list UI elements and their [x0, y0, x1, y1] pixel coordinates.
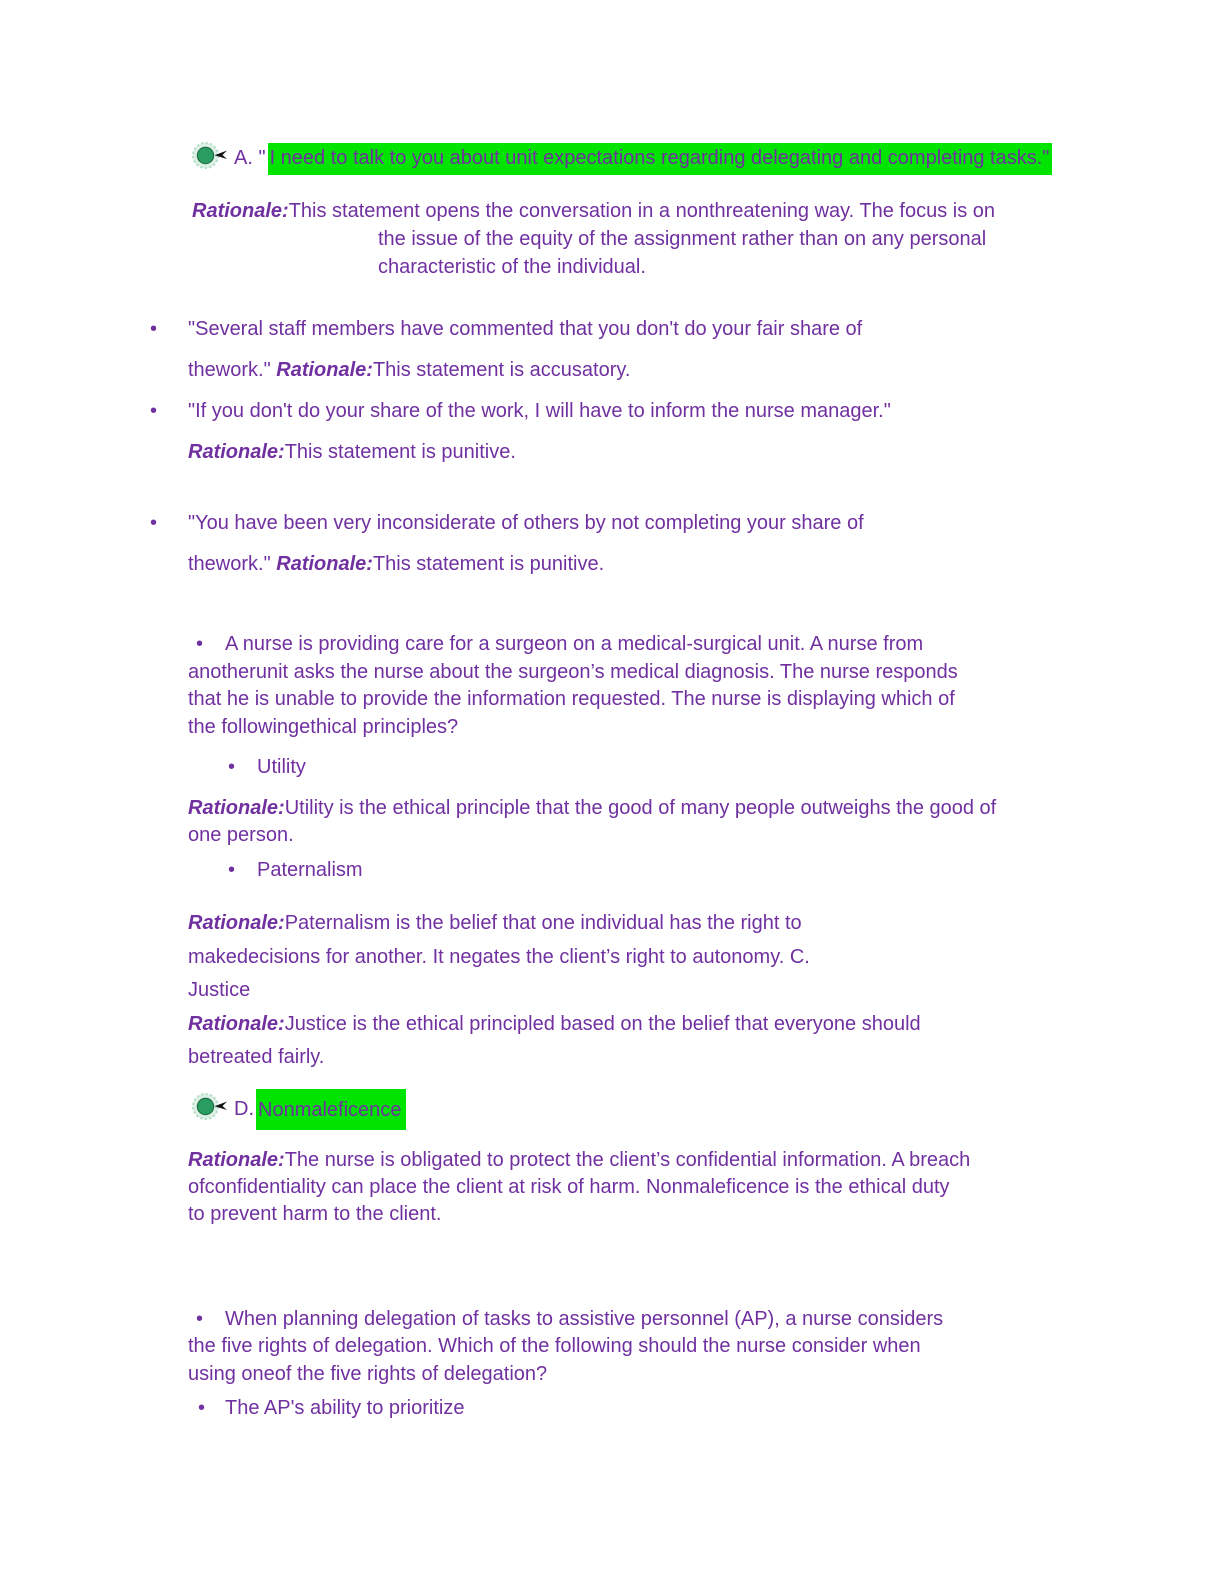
- rationale-utility-line1: [188, 795, 1224, 822]
- rationale-paternalism-line1: [188, 907, 1224, 941]
- list-item-pre: thework.": [188, 553, 277, 575]
- rationale-label: Rationale:: [188, 441, 285, 463]
- rationale-utility-text1: Utility is the ethical principle that the good of many people outweighs the good of: [284, 797, 997, 819]
- rationale-justice-line1: [188, 1008, 1224, 1042]
- list-item-rationale: This statement is punitive.: [372, 553, 605, 575]
- question-1-line4: the followingethical principles?: [188, 715, 459, 738]
- list-item-line1: • "If you don't do your share of the work, I will have to inform the nurse manager.": [188, 391, 1224, 432]
- rationale-a-text1: This statement opens the conversation in a nonthreatening way. The focus is on: [288, 200, 996, 222]
- list-item-line1: • "You have been very inconsiderate of others by not completing your share of: [188, 503, 1224, 544]
- answer-d-label: D.: [234, 1097, 254, 1120]
- rationale-d-text1: The nurse is obligated to protect the client’s confidential information. A breach: [284, 1148, 971, 1171]
- rationale-paternalism-text1: Paternalism is the belief that one individual has the right to: [284, 912, 802, 934]
- rationale-label: Rationale:: [188, 1012, 285, 1035]
- question-2: [0, 1306, 1224, 1389]
- list-item: [188, 391, 1224, 473]
- rationale-label: Rationale:: [276, 359, 373, 381]
- rationale-a-line1: [192, 197, 1224, 225]
- option-utility: • Utility: [257, 754, 1224, 781]
- question-1-line3: that he is unable to provide the information requested. The nurse is displaying which of: [188, 688, 955, 710]
- question-2-line3: using oneof the five rights of delegation?: [188, 1362, 548, 1385]
- answer-d-row: [192, 1089, 1224, 1130]
- pin-bullet-icon: [192, 1093, 228, 1126]
- rationale-justice-line2: betreated fairly.: [188, 1046, 325, 1068]
- rationale-d-line3: to prevent harm to the client.: [188, 1202, 442, 1225]
- question-2-line1: • When planning delegation of tasks to assistive personnel (AP), a nurse considers: [188, 1306, 1224, 1334]
- list-item-line2: [188, 544, 1224, 585]
- answer-a-label: A. ": [234, 147, 266, 169]
- rationale-label: Rationale:: [188, 1148, 285, 1171]
- question-1-line1: • A nurse is providing care for a surgeon on a medical-surgical unit. A nurse from: [188, 631, 1224, 659]
- rationale-utility-line2: one person.: [188, 824, 294, 846]
- rationale-paternalism: [188, 907, 1224, 1075]
- rationale-a: [0, 197, 1224, 281]
- list-item-pre: thework.": [188, 359, 277, 381]
- list-item: [188, 309, 1224, 391]
- option-ap-prioritize: • The AP's ability to prioritize: [188, 1395, 1224, 1422]
- rationale-label: Rationale:: [188, 797, 285, 819]
- list-item-line2: [188, 432, 1224, 473]
- rationale-d-line2: ofconfidentiality can place the client at risk of harm. Nonmaleficence is the ethical duty: [188, 1175, 950, 1198]
- rationale-a-line2: the issue of the equity of the assignment rather than on any personal: [378, 228, 987, 250]
- rationale-a-line3: characteristic of the individual.: [378, 256, 646, 278]
- rationale-d-line1: [188, 1147, 1224, 1174]
- option-justice: Justice: [188, 979, 251, 1001]
- rationale-d: [188, 1147, 1224, 1228]
- answer-d-highlight: Nonmaleficence: [256, 1089, 406, 1130]
- rationale-label: Rationale:: [192, 200, 289, 222]
- answer-a-highlight: I need to talk to you about unit expectations regarding delegating and completing tasks.": [268, 143, 1053, 175]
- list-item: [188, 503, 1224, 585]
- distractor-list: [0, 309, 1224, 585]
- list-item-rationale: This statement is punitive.: [284, 441, 516, 463]
- question-2-line2: the five rights of delegation. Which of the following should the nurse consider when: [188, 1335, 921, 1357]
- list-item-line1: • "Several staff members have commented that you don't do your fair share of: [188, 309, 1224, 350]
- list-item-line2: [188, 350, 1224, 391]
- question-1-line2: anotherunit asks the nurse about the surgeon’s medical diagnosis. The nurse responds: [188, 660, 958, 683]
- rationale-label: Rationale:: [276, 553, 373, 575]
- question-1: [0, 631, 1224, 741]
- rationale-paternalism-line2: makedecisions for another. It negates the client’s right to autonomy. C.: [188, 945, 810, 968]
- rationale-utility: [188, 795, 1224, 849]
- pin-bullet-icon: [192, 142, 228, 175]
- rationale-label: Rationale:: [188, 912, 285, 934]
- option-paternalism: • Paternalism: [257, 857, 1224, 884]
- list-item-rationale: This statement is accusatory.: [372, 359, 631, 381]
- rationale-justice-text1: Justice is the ethical principled based on the belief that everyone should: [284, 1012, 921, 1035]
- answer-a-row: [192, 142, 1224, 175]
